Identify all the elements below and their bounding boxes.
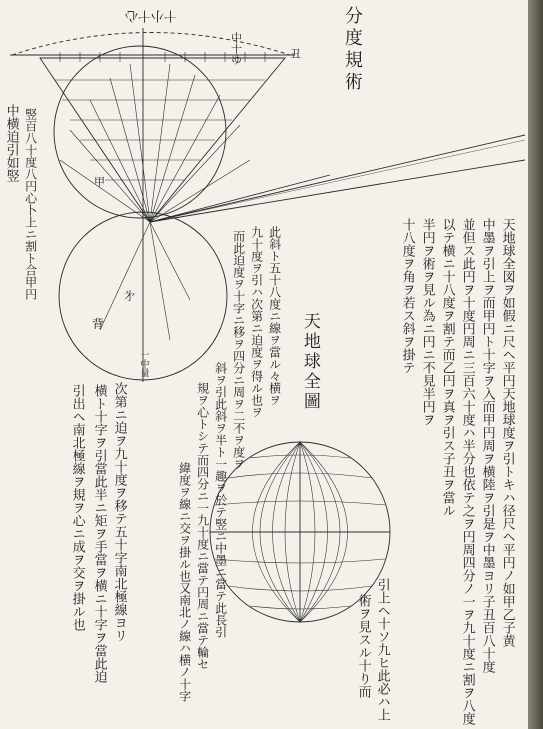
ox-label: 丑: [288, 48, 302, 59]
middle-text-col-2: 九十度ヲ引ハ次第ニ迫度ヲ得ル也ヲ: [249, 226, 264, 418]
center-label: 㐧: [122, 290, 136, 301]
page-title: 分度規術: [341, 6, 363, 94]
globe-title: 天地球全圖: [299, 312, 320, 412]
side-note-2: 竪百八十度八円心卜上ニ割ト合甲円: [23, 108, 38, 300]
main-text-col-5: 半円ヲ術ヲ見ル為ニ円ニ不見半円ヲ: [419, 218, 435, 426]
jia-label: 甲: [92, 176, 106, 187]
top-right-label: 中十ゆ: [229, 32, 243, 65]
right-lower-col-1: 引上ヘ十ソ九ヒ此必ハ上: [374, 578, 390, 721]
middle-text-col-5: 規ヲ心トシテ而四分ニ一九十度ニ當テ円周ニ當テ輪セ: [195, 382, 210, 670]
main-text-col-2: 中墨ヲ引上ヲ而甲円ト十字ヲ入而甲円周ヲ横陸ヲ引是ヲ中墨ヨリ子丑百八十度: [479, 218, 495, 673]
middle-text-col-1: 此斜ト五十八度ニ線ヲ當ル々横ヲ: [267, 226, 282, 406]
main-text-col-3: 並但ス此円ヲ十度円周ニ三百六十度ハ半分也依テ之ヲ円周四分ノ一ヲ九十度ニ割ヲ八度: [459, 218, 475, 725]
triangle-hatching: [55, 80, 265, 180]
right-lower-col-2: 術ヲ見スル十り而: [355, 594, 371, 698]
book-spine: [528, 0, 543, 729]
middle-text-col-3: 而此迫度ヲ十字ニ移ヲ四分ニ周ヲ二不ヲ度ヲ: [231, 230, 246, 470]
left-lower-col-3: 引出ヘ南北極線ヲ規ヲ心ニ成ヲ交ヲ掛ル也: [69, 384, 85, 631]
dashed-arc: [12, 33, 290, 56]
left-lower-col-2: 横ト十字ヲ引當此半ニ矩ヲ手當ヲ横ニ十字ヲ當此迫: [91, 384, 107, 683]
main-text-col-6: 十八度ヲ角ヲ若ス斜ヲ掛テ: [399, 218, 415, 374]
side-note-1: 中横迫引如竪: [3, 104, 19, 182]
upper-circle: [54, 46, 226, 218]
ray-right-1: [150, 135, 525, 222]
main-text-col-4: 以テ横ニ十八度ヲ割テ而乙円ヲ真ヲ引ス子丑ヲ當ル: [439, 218, 455, 517]
middle-text-col-6: 緯度ヲ線ニ交ヲ掛ル也又南北ノ線ハ横ノ十字: [177, 462, 192, 702]
back-label: 背: [92, 317, 105, 331]
bottom-axis-label: 一中量: [138, 350, 149, 377]
ray-right-3: [150, 175, 330, 222]
ray-right-2: [150, 160, 525, 222]
main-text-col-1: 天地球全図ヲ如假ニ尺ヘ平円天地球度ヲ引トキハ径尺ヘ平円ノ如甲乙子黄: [499, 218, 515, 647]
left-lower-col-1: 次第ニ迫ヲ九十度ヲ移テ五十字南北極線ヨリ: [111, 382, 127, 642]
middle-text-col-4: 斜ヲ引此斜ヲ半ト一趣ヲ於テ竪ニ中墨ニ當テ此長引: [213, 362, 228, 638]
reversed-top-label: 十小十心: [125, 7, 178, 23]
